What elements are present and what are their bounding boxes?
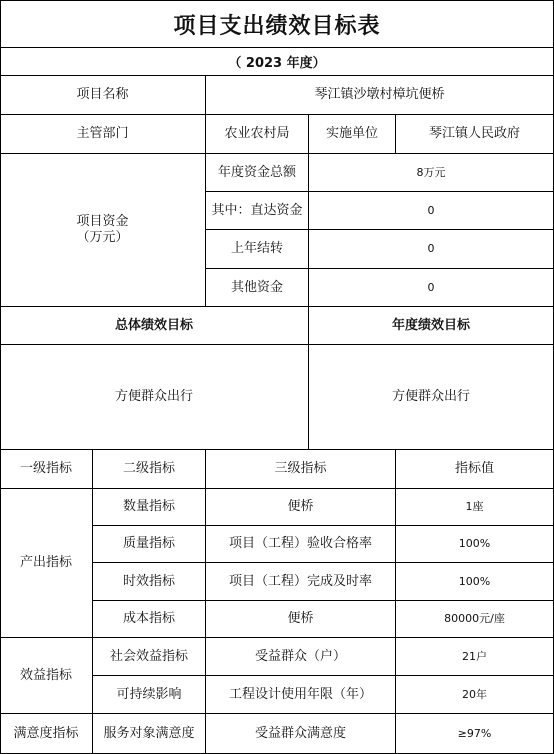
indicator-value: ≥97% [396, 714, 554, 754]
level2-indicator: 服务对象满意度 [93, 714, 206, 754]
level3-indicator: 受益群众（户） [206, 638, 396, 676]
level3-indicator: 便桥 [206, 489, 396, 526]
funds-row-label: 上年结转 [206, 230, 309, 269]
output-indicator-label: 产出指标 [0, 489, 93, 638]
indicator-value: 100% [396, 526, 554, 563]
level3-indicator: 工程设计使用年限（年） [206, 676, 396, 714]
indicator-value: 100% [396, 563, 554, 601]
level3-indicator: 项目（工程）验收合格率 [206, 526, 396, 563]
funds-row-value: 0 [309, 230, 554, 269]
benefit-indicator-label: 效益指标 [0, 638, 93, 714]
funds-row-value: 8万元 [309, 154, 554, 192]
level2-indicator: 时效指标 [93, 563, 206, 601]
funds-row-label: 其中：直达资金 [206, 192, 309, 230]
indicator-value: 21户 [396, 638, 554, 676]
implementing-unit-label: 实施单位 [309, 115, 396, 154]
level2-indicator: 可持续影响 [93, 676, 206, 714]
indicator-value: 1座 [396, 489, 554, 526]
project-name-value: 琴江镇沙墩村樟坑便桥 [206, 76, 554, 115]
level3-indicator: 项目（工程）完成及时率 [206, 563, 396, 601]
overall-goal-header: 总体绩效目标 [0, 307, 309, 345]
fiscal-year: （ 2023 年度） [0, 48, 554, 76]
project-name-label: 项目名称 [0, 76, 206, 115]
level3-indicator-header: 三级指标 [206, 450, 396, 489]
project-funds-label-line2: （万元） [76, 230, 129, 245]
level3-indicator: 便桥 [206, 601, 396, 638]
level3-indicator: 受益群众满意度 [206, 714, 396, 754]
funds-row-value: 0 [309, 269, 554, 307]
indicator-value: 20年 [396, 676, 554, 714]
funds-row-label: 年度资金总额 [206, 154, 309, 192]
funds-row-label: 其他资金 [206, 269, 309, 307]
project-funds-label-line1: 项目资金 [76, 214, 129, 229]
level2-indicator: 成本指标 [93, 601, 206, 638]
project-funds-label [0, 154, 206, 307]
level1-indicator-header: 一级指标 [0, 450, 93, 489]
department-value: 农业农村局 [206, 115, 309, 154]
department-label: 主管部门 [0, 115, 206, 154]
funds-row-value: 0 [309, 192, 554, 230]
annual-goal-header: 年度绩效目标 [309, 307, 554, 345]
overall-goal-text: 方便群众出行 [0, 345, 309, 450]
level2-indicator: 社会效益指标 [93, 638, 206, 676]
satisfaction-indicator-label: 满意度指标 [0, 714, 93, 754]
indicator-value-header: 指标值 [396, 450, 554, 489]
level2-indicator: 质量指标 [93, 526, 206, 563]
indicator-value: 80000元/座 [396, 601, 554, 638]
level2-indicator: 数量指标 [93, 489, 206, 526]
annual-goal-text: 方便群众出行 [309, 345, 554, 450]
level2-indicator-header: 二级指标 [93, 450, 206, 489]
page-title: 项目支出绩效目标表 [0, 0, 554, 48]
implementing-unit-value: 琴江镇人民政府 [396, 115, 554, 154]
